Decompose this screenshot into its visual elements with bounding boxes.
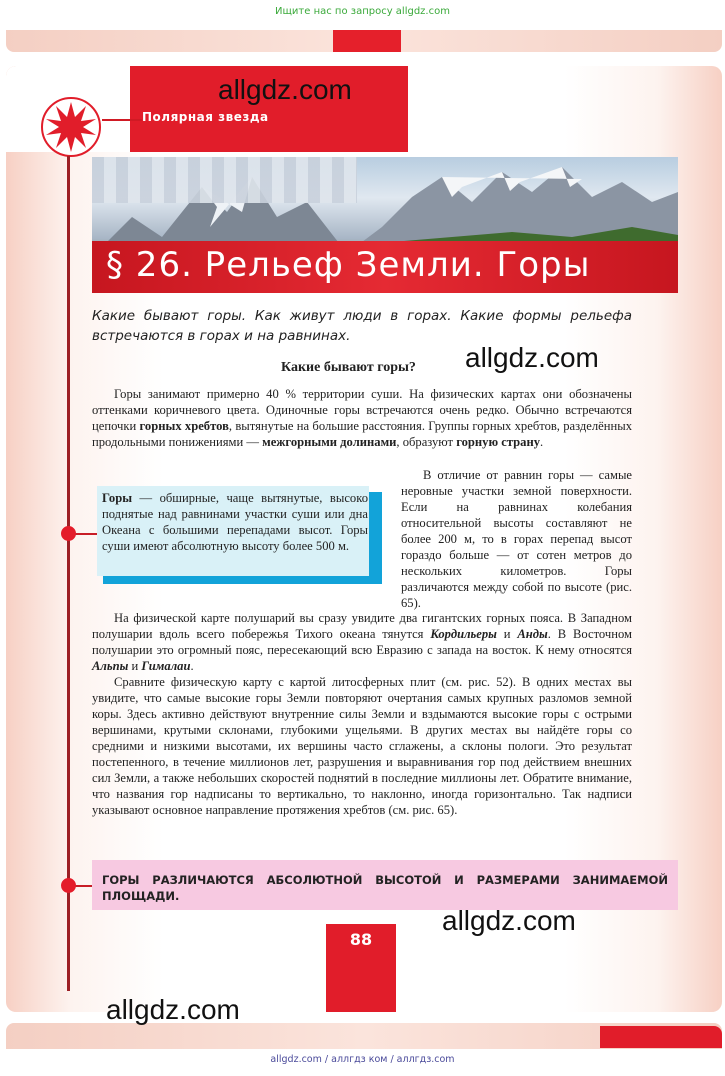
term-cordilleras: Кордильеры [430,627,497,641]
margin-timeline-line [67,156,70,991]
p3-text-c: и [496,627,518,641]
section-heading: Какие бывают горы? [281,360,416,375]
p1-text-g: . [540,435,544,449]
watermark: allgdz.com [106,994,240,1025]
page-number: 88 [349,930,373,949]
term-himalayas: Гималаи [141,659,191,673]
term-mountain-ridges: горных хребтов [139,419,229,433]
p3-text-a: На физической карте полушарий вы сразу увидите два гигантских горных пояса. В Западном полушарии вдоль всего побережья Тихого океана тянутся [92,611,632,641]
p3-text-g: и [128,659,142,673]
term-mountain-country: горную страну [456,435,541,449]
top-note: Ищите нас по запросу allgdz.com [275,6,450,17]
definition-marker-dot [61,526,76,541]
term-intermountain-valleys: межгорными долинами [262,435,397,449]
paragraph-4: Сравните физическую карту с картой литосферных плит (см. рис. 52). В одних местах вы увидите, что самые высокие горы Земли повторяют очертания самых крупных разломов земной коры. Здесь активно действуют внутренние силы Земли и вздымаются высокие горы с острыми вершинами, крутыми склонами, глубокими ущельями. В других местах вы найдёте горы со средними и низкими высотами, их вершины часто сглажены, а склоны пологи. Это результат постепенного, в течение миллионов лет, разрушения и выравнивания гор под действием внешних сил Земли, а также небольших скоростей поднятий в последние миллионы лет. Обратите внимание, что названия гор надписаны то вертикально, то наклонно, иногда горизонтально. Так надписи указывают основное направление протяжения хребтов (см. рис. 65). [92,675,632,817]
p1-text-a: Горы занимают примерно 40 % территории суши. На физических картах они обозначены оттенками коричневого цвета. Одиночные горы встречаются очень редко. Обычно встречаются цепочки [92,387,632,433]
footer-links: allgdz.com / аллгдз ком / аллгдз.com [270,1054,455,1065]
section-label: Полярная звезда [142,110,269,124]
p3-text-e: . В Восточном полушарии это огромный пояс, пересекающий всю Евразию с запада на восток. К нему относятся [92,627,632,657]
paragraph-1 [92,386,632,450]
term-andes: Анды [517,627,548,641]
definition-connector [75,533,97,535]
page-title: § 26. Рельеф Земли. Горы [106,245,591,285]
textbook-page [6,66,722,1012]
p1-text-e: , образуют [396,435,457,449]
next-page-red-corner [600,1026,722,1048]
watermark: allgdz.com [465,342,599,373]
paragraph-2: В отличие от равнин горы — самые неровные участки земной поверхности. Если на равнинах колебания относительной высоты составляют не более 200 м, то в горах перепад высот гораздо больше — от сотен метров до нескольких километров. Горы различаются между собой по высоте (рис. 65). [401,468,632,610]
p3-text-i: . [190,659,194,673]
lesson-questions: Какие бывают горы. Как живут люди в горах. Какие формы рельефа встречаются в горах и на равнинах. [92,308,632,344]
definition-body: — обширные, чаще вытянутые, высоко поднятые над равнинами участки суши или дна Океана с большими перепадами высот. Горы суши имеют абсолютную высоту более 500 м. [102,491,368,553]
watermark: allgdz.com [442,905,576,936]
section-label-line [102,119,142,121]
term-alps: Альпы [92,659,129,673]
p1-text-c: , вытянутые на большие расстояния. Группы горных хребтов, разделённых продольными понижениями — [92,419,632,449]
definition-term: Горы [102,491,133,505]
previous-page-tab [333,30,401,52]
highlight-marker-dot [61,878,76,893]
mountains-banner-image [92,157,678,293]
watermark: allgdz.com [218,74,352,105]
paragraph-3 [92,610,632,674]
key-conclusion-text: ГОРЫ РАЗЛИЧАЮТСЯ АБСОЛЮТНОЙ ВЫСОТОЙ И РАЗМЕРАМИ ЗАНИМАЕМОЙ ПЛОЩАДИ. [102,873,668,903]
banner-pixelated-area [92,157,357,203]
polar-star-icon [40,96,102,158]
definition-text [102,490,368,554]
